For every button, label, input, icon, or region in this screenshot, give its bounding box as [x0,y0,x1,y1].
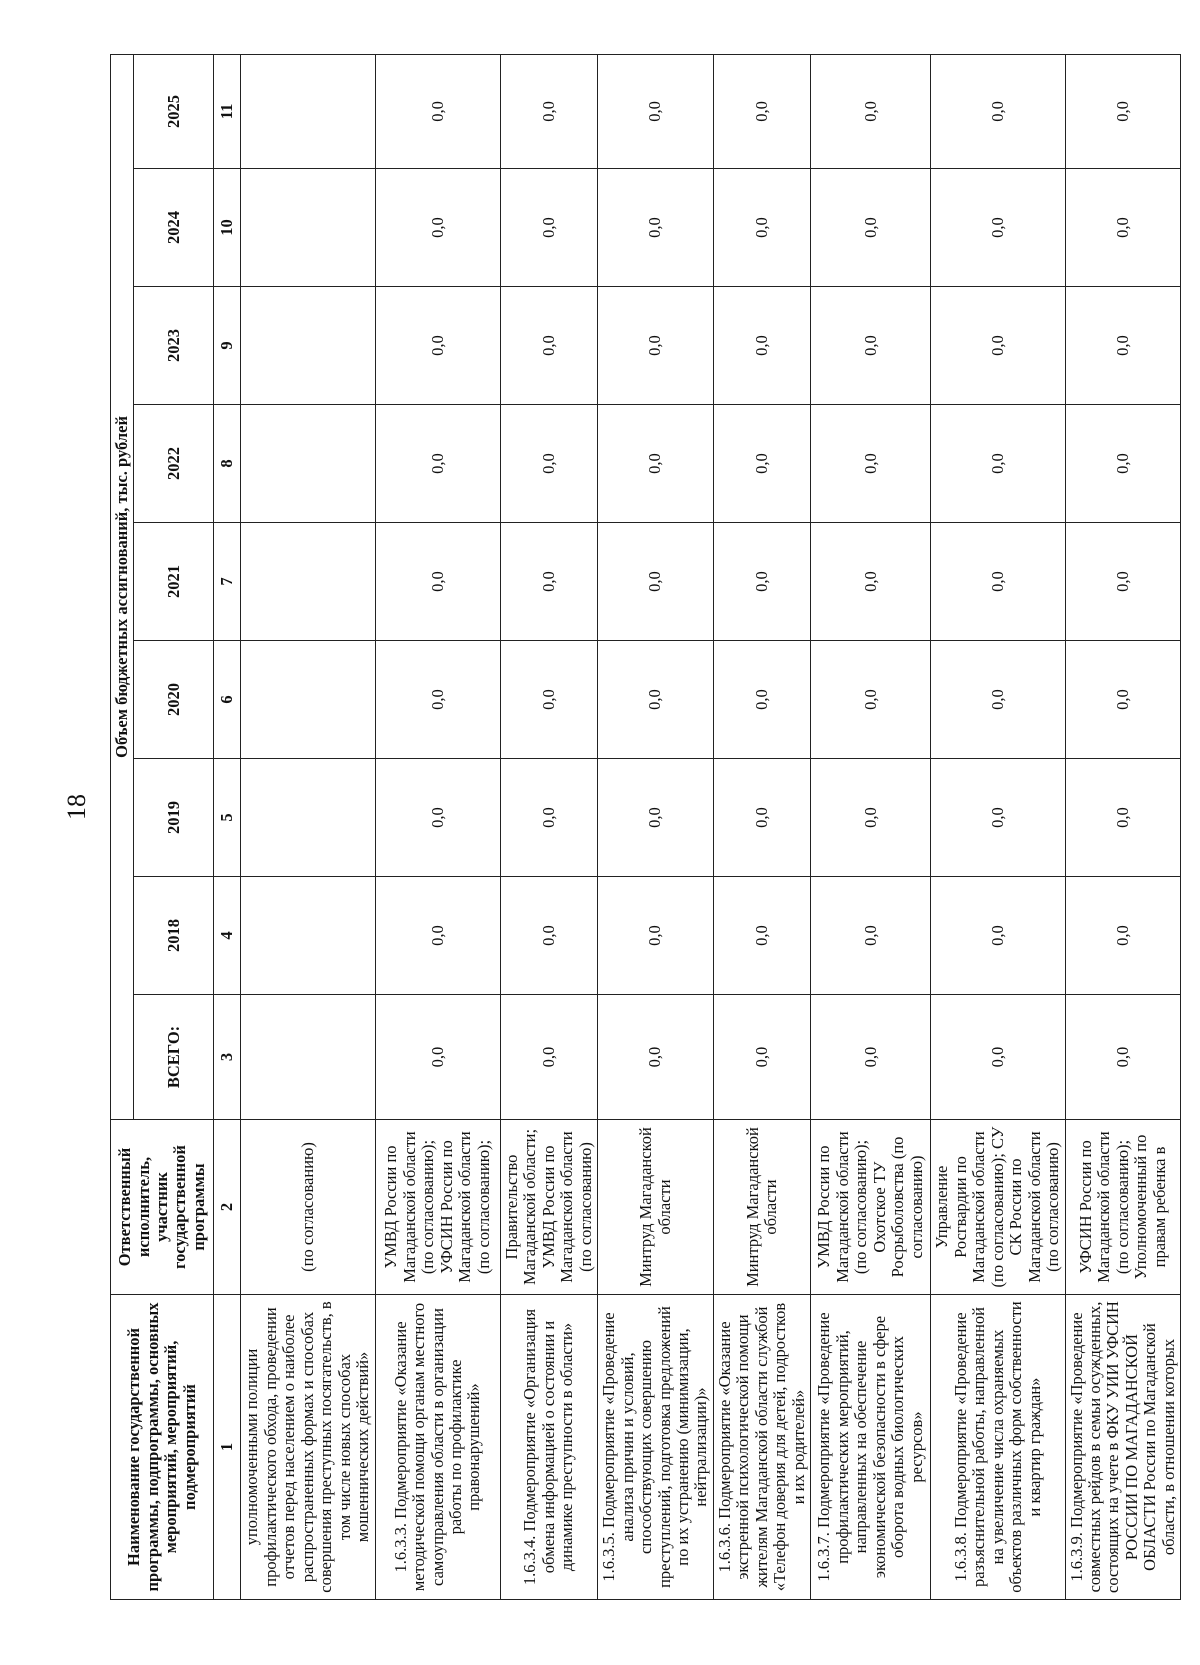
row-year-cell: 0,0 [713,169,810,287]
row-year-cell: 0,0 [811,54,931,168]
row-year-cell: 0,0 [375,54,500,168]
row-year-cell: 0,0 [1065,759,1181,877]
table-row [241,54,375,1599]
row-year-cell: 0,0 [375,523,500,641]
row-year-cell: 0,0 [598,877,714,995]
row-year-cell [241,54,375,168]
row-year-cell [241,169,375,287]
row-executor-cell: УМВД России по Магаданской области (по согласованию); УФСИН России по Магаданской области (по согласованию); [375,1120,500,1295]
row-year-cell: 0,0 [931,287,1065,405]
row-year-cell: 0,0 [713,877,810,995]
row-year-cell: 0,0 [931,641,1065,759]
row-year-cell: 0,0 [931,54,1065,168]
row-year-cell: 0,0 [500,759,597,877]
row-year-cell: 0,0 [598,641,714,759]
table-body [214,54,1181,1599]
row-year-cell: 0,0 [500,877,597,995]
row-year-cell: 0,0 [1065,287,1181,405]
row-executor-cell: (по согласованию) [241,1120,375,1295]
row-total-cell: 0,0 [375,995,500,1120]
row-year-cell: 0,0 [931,759,1065,877]
row-year-cell: 0,0 [598,169,714,287]
table-row [598,54,714,1599]
header-year: 2018 [134,877,214,995]
row-name-cell: 1.6.3.5. Подмероприятие «Проведение анализа причин и условий, способствующих совершению преступлений, подготовка предложений по их устранению (минимизации, нейтрализации)» [598,1295,714,1600]
index-cell: 1 [214,1295,241,1600]
row-year-cell: 0,0 [375,287,500,405]
page-number: 18 [62,794,91,820]
row-year-cell: 0,0 [931,169,1065,287]
header-year: 2020 [134,641,214,759]
row-year-cell: 0,0 [931,405,1065,523]
row-year-cell: 0,0 [811,641,931,759]
row-year-cell: 0,0 [598,405,714,523]
row-name-cell: 1.6.3.4. Подмероприятие «Организация обмена информацией о состоянии и динамике преступности в области» [500,1295,597,1600]
header-year: 2023 [134,287,214,405]
row-year-cell: 0,0 [375,759,500,877]
row-year-cell: 0,0 [713,54,810,168]
row-year-cell: 0,0 [811,877,931,995]
row-year-cell: 0,0 [811,523,931,641]
row-year-cell: 0,0 [375,169,500,287]
row-year-cell: 0,0 [375,877,500,995]
row-year-cell: 0,0 [713,759,810,877]
row-executor-cell: Минтруд Магаданской области [598,1120,714,1295]
row-year-cell: 0,0 [500,523,597,641]
index-cell: 7 [214,523,241,641]
header-year: 2019 [134,759,214,877]
row-total-cell: 0,0 [598,995,714,1120]
header-year: 2025 [134,54,214,168]
row-year-cell: 0,0 [375,405,500,523]
row-year-cell: 0,0 [713,287,810,405]
row-year-cell: 0,0 [1065,641,1181,759]
row-name-cell: 1.6.3.8. Подмероприятие «Проведение разъяснительной работы, направленной на увеличение числа охраняемых объектов различных форм собственности и квартир граждан» [931,1295,1065,1600]
table-row [375,54,500,1599]
index-cell: 2 [214,1120,241,1295]
row-total-cell: 0,0 [811,995,931,1120]
row-year-cell: 0,0 [1065,169,1181,287]
row-total-cell: 0,0 [1065,995,1181,1120]
row-year-cell: 0,0 [500,641,597,759]
row-year-cell [241,641,375,759]
index-cell: 4 [214,877,241,995]
table-row [1065,54,1181,1599]
index-cell: 11 [214,54,241,168]
row-year-cell: 0,0 [598,759,714,877]
row-year-cell [241,287,375,405]
row-year-cell: 0,0 [500,169,597,287]
row-year-cell: 0,0 [598,523,714,641]
row-executor-cell: Правительство Магаданской области; УМВД России по Магаданской области (по согласованию) [500,1120,597,1295]
row-executor-cell: Минтруд Магаданской области [713,1120,810,1295]
row-total-cell [241,995,375,1120]
row-year-cell: 0,0 [1065,877,1181,995]
row-year-cell: 0,0 [713,641,810,759]
header-executor: Ответственный исполнитель, участник государственной программы [111,1120,214,1295]
index-row [214,54,241,1599]
header-total: ВСЕГО: [134,995,214,1120]
row-name-cell: 1.6.3.6. Подмероприятие «Оказание экстренной психологической помощи жителям Магаданской области службой «Телефон доверия для детей, подростков и их родителей» [713,1295,810,1600]
row-year-cell: 0,0 [1065,405,1181,523]
row-year-cell: 0,0 [500,54,597,168]
row-year-cell [241,877,375,995]
row-total-cell: 0,0 [500,995,597,1120]
row-year-cell: 0,0 [1065,523,1181,641]
row-year-cell: 0,0 [931,523,1065,641]
row-year-cell: 0,0 [375,641,500,759]
index-cell: 10 [214,169,241,287]
table-row [811,54,931,1599]
header-budget: Объем бюджетных ассигнований, тыс. рублей [111,54,134,1119]
index-cell: 6 [214,641,241,759]
row-year-cell: 0,0 [931,877,1065,995]
row-year-cell [241,405,375,523]
row-year-cell: 0,0 [500,287,597,405]
row-year-cell: 0,0 [500,405,597,523]
header-year: 2022 [134,405,214,523]
row-name-cell: 1.6.3.7. Подмероприятие «Проведение профилактических мероприятий, направленных на обеспечение экономической безопасности в сфере оборота водных биологических ресурсов» [811,1295,931,1600]
index-cell: 8 [214,405,241,523]
row-year-cell [241,759,375,877]
row-executor-cell: УФСИН России по Магаданской области (по согласованию); Уполномоченный по правам ребенка в [1065,1120,1181,1295]
table-row [500,54,597,1599]
row-year-cell: 0,0 [811,405,931,523]
index-cell: 5 [214,759,241,877]
row-total-cell: 0,0 [713,995,810,1120]
row-year-cell: 0,0 [598,287,714,405]
row-year-cell: 0,0 [598,54,714,168]
header-year: 2021 [134,523,214,641]
row-year-cell: 0,0 [811,287,931,405]
header-year: 2024 [134,169,214,287]
table-row [931,54,1065,1599]
row-year-cell [241,523,375,641]
row-executor-cell: УМВД России по Магаданской области (по согласованию); Охотское ТУ Росрыболовства (по согласованию) [811,1120,931,1295]
row-year-cell: 0,0 [1065,54,1181,168]
row-year-cell: 0,0 [713,523,810,641]
index-cell: 9 [214,287,241,405]
row-total-cell: 0,0 [931,995,1065,1120]
row-executor-cell: Управление Росгвардии по Магаданской области (по согласованию); СУ СК России по Магаданской области (по согласованию) [931,1120,1065,1295]
row-name-cell: уполномоченными полиции профилактического обхода, проведении отчетов перед населением о наиболее распространенных формах и способах совершения преступных посягательств, в том числе новых способах мошеннических действий» [241,1295,375,1600]
budget-table [110,54,1181,1600]
index-cell: 3 [214,995,241,1120]
rotated-table-wrapper [110,55,1178,1600]
table-row [713,54,810,1599]
row-year-cell: 0,0 [811,759,931,877]
row-year-cell: 0,0 [713,405,810,523]
row-year-cell: 0,0 [811,169,931,287]
header-name: Наименование государственной программы, подпрограммы, основных мероприятий, мероприятий, подмероприятий [111,1295,214,1600]
row-name-cell: 1.6.3.3. Подмероприятие «Оказание методической помощи органам местного самоуправления области в организации работы по профилактике правонарушений» [375,1295,500,1600]
row-name-cell: 1.6.3.9. Подмероприятие «Проведение совместных рейдов в семьи осужденных, состоящих на учете в ФКУ УИИ УФСИН РОССИИ ПО МАГАДАНСКОЙ ОБЛАСТИ России по Магаданской области, в отношении которых [1065,1295,1181,1600]
